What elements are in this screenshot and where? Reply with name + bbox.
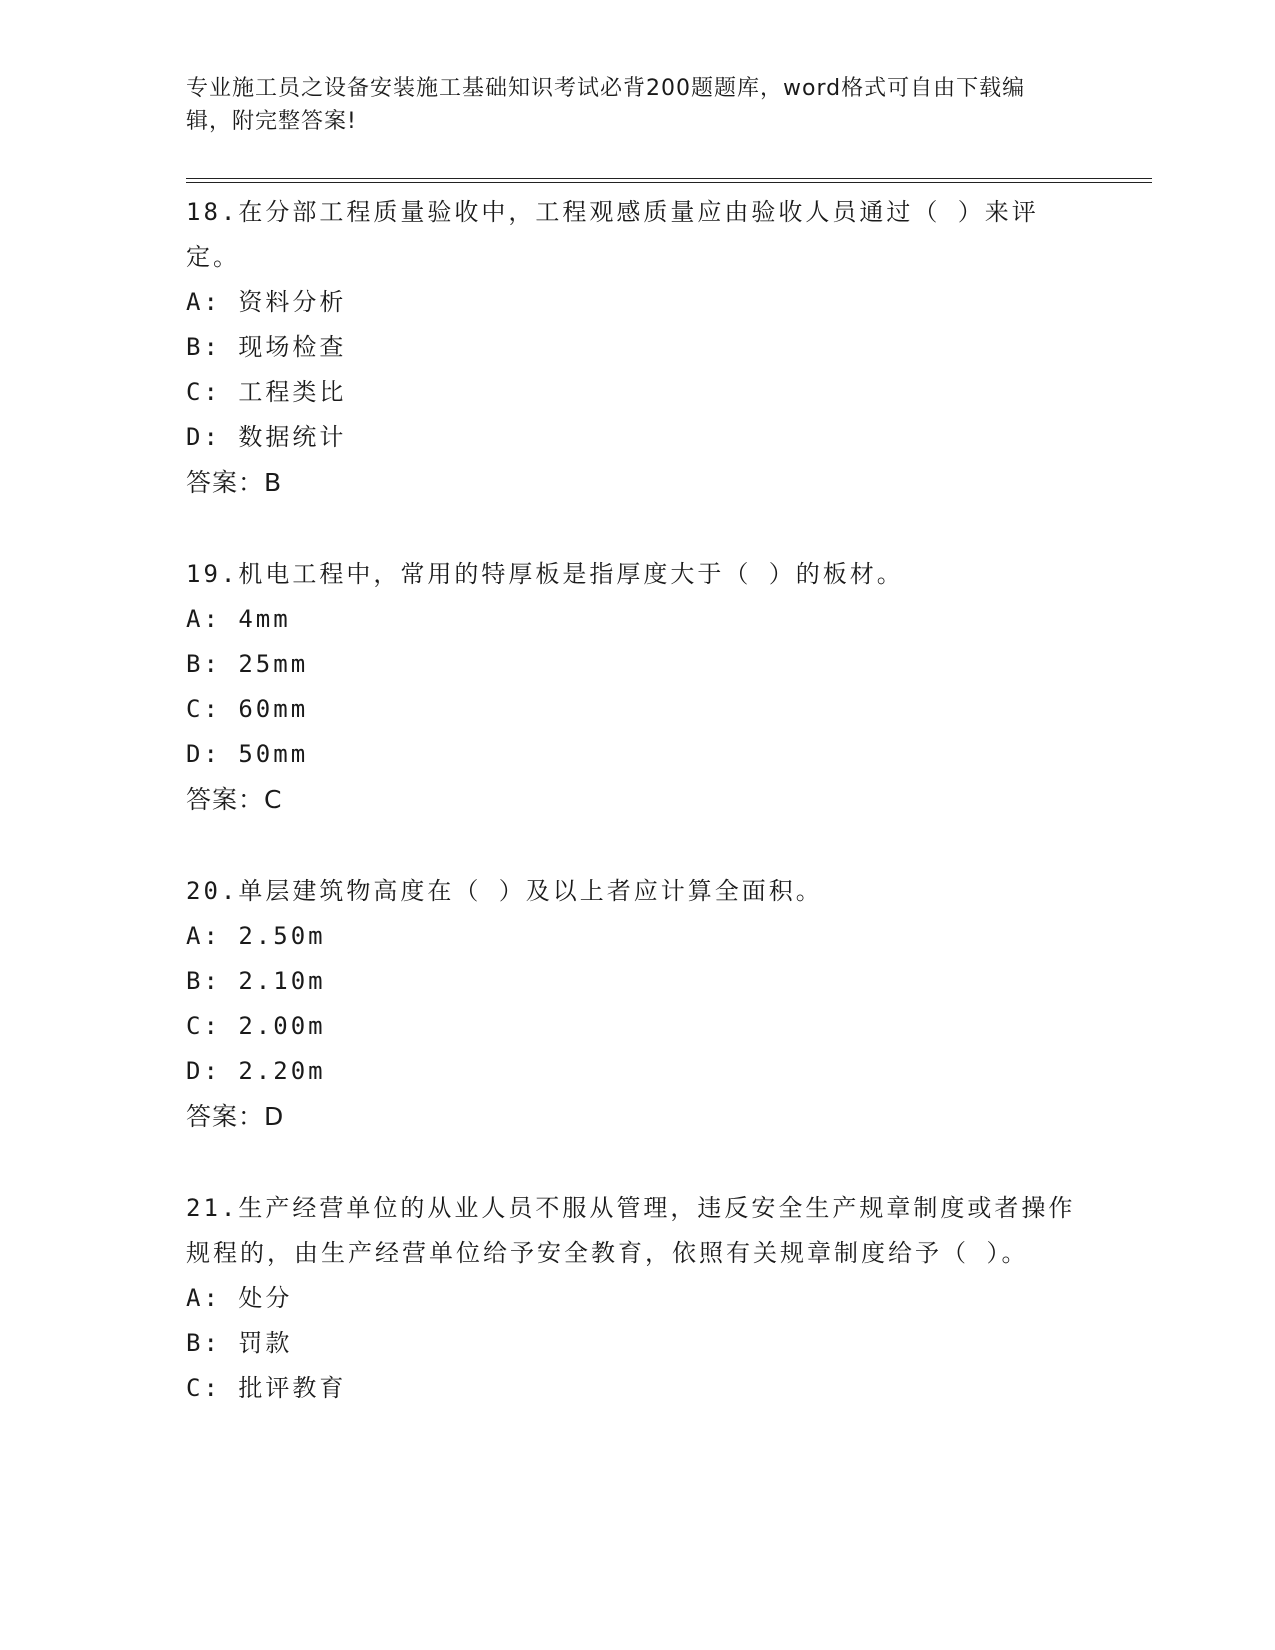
option-a: A: 处分 <box>186 1284 293 1312</box>
answer: 答案：D <box>186 1102 285 1131</box>
option-c: C: 60mm <box>186 695 309 723</box>
option-b: B: 现场检查 <box>186 333 347 361</box>
question-stem: 19.机电工程中，常用的特厚板是指厚度大于（ ）的板材。 <box>186 560 904 588</box>
option-d: D: 2.20m <box>186 1057 326 1085</box>
question-19 <box>186 552 1086 822</box>
option-c: C: 2.00m <box>186 1012 326 1040</box>
header-double-rule <box>186 178 1152 183</box>
question-18 <box>186 190 1086 505</box>
option-c: C: 批评教育 <box>186 1374 347 1402</box>
question-20 <box>186 869 1086 1139</box>
option-c: C: 工程类比 <box>186 378 347 406</box>
option-a: A: 2.50m <box>186 922 326 950</box>
document-header: 专业施工员之设备安装施工基础知识考试必背200题题库，word格式可自由下载编辑，附完整答案! <box>186 76 1026 134</box>
option-d: D: 50mm <box>186 740 309 768</box>
option-b: B: 罚款 <box>186 1329 293 1357</box>
answer: 答案：B <box>186 468 283 497</box>
question-list <box>186 190 1086 1458</box>
option-b: B: 2.10m <box>186 967 326 995</box>
answer: 答案：C <box>186 785 283 814</box>
question-stem: 21.生产经营单位的从业人员不服从管理，违反安全生产规章制度或者操作规程的，由生产经营单位给予安全教育，依照有关规章制度给予（ ）。 <box>186 1194 1076 1267</box>
option-d: D: 数据统计 <box>186 423 347 451</box>
question-21 <box>186 1186 1086 1411</box>
option-b: B: 25mm <box>186 650 309 678</box>
question-stem: 20.单层建筑物高度在（ ）及以上者应计算全面积。 <box>186 877 823 905</box>
option-a: A: 4mm <box>186 605 291 633</box>
option-a: A: 资料分析 <box>186 288 347 316</box>
question-stem: 18.在分部工程质量验收中，工程观感质量应由验收人员通过（ ）来评定。 <box>186 198 1039 271</box>
